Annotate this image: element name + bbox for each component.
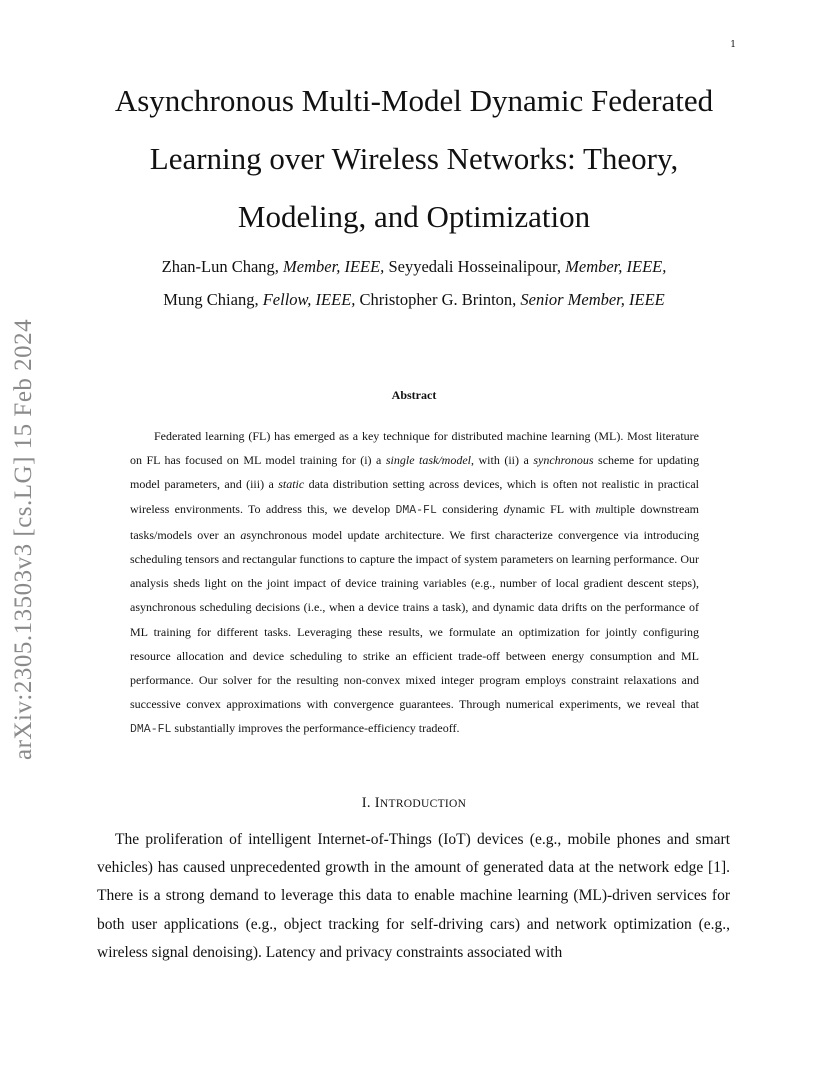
author-name: Zhan-Lun Chang, [161,257,279,276]
abstract-heading: Abstract [391,388,437,402]
author-affiliation: Fellow, IEEE, [262,290,356,309]
method-name-code: DMA-FL [395,503,437,517]
abstract-text-segment: data distribution setting across devices, which is often not realistic in practical wireless environments. To address this, we develop [130,477,699,516]
abstract-text-segment: Federated learning (FL) has emerged as a key technique for distributed machine learning (ML). Most literature on FL has focused on ML model training for (i) a [130,429,699,468]
abstract-emphasis: synchronous [533,453,594,468]
abstract-text-segment: scheme for updating model parameters, and (iii) a [130,453,700,492]
abstract-emphasis: m [595,501,605,516]
author-name: Christopher G. Brinton, [359,290,517,309]
abstract-text-segment: ynamic FL with [509,501,596,516]
page-number: 1 [730,40,736,50]
section-numeral: I. [361,795,371,811]
abstract-emphasis: single task/model [385,453,472,468]
section-title-initial: I [374,795,380,811]
paper-title: Asynchronous Multi-Model Dynamic Federated Learning over Wireless Networks: Theory, Modeling, and Optimization [114,83,714,234]
section-heading-introduction [88,795,740,812]
abstract-emphasis: d [503,501,510,516]
author-affiliation: Senior Member, IEEE [520,290,665,309]
abstract-text-segment: considering [436,501,504,516]
section-title-rest: NTRODUCTION [379,798,467,810]
abstract-text-segment: ultiple downstream tasks/models over an [130,501,699,542]
abstract-body [130,424,699,743]
author-affiliation: Member, IEEE, [565,257,667,276]
method-name-code: DMA-FL [130,723,172,737]
author-list [95,250,733,316]
abstract-emphasis: a [240,527,247,542]
author-name: Mung Chiang, [163,290,259,309]
author-affiliation: Member, IEEE, [283,257,385,276]
abstract-text-segment: substantially improves the performance-efficiency tradeoff. [171,721,460,736]
author-name: Seyyedali Hosseinalipour, [388,257,561,276]
abstract-emphasis: static [278,477,305,492]
arxiv-identifier-stamp: arXiv:2305.13503v3 [cs.LG] 15 Feb 2024 [10,318,37,760]
abstract-text-segment: synchronous model update architecture. We first characterize convergence via introducing scheduling tensors and rectangular functions to capture the impact of system parameters on learning performance. Our analysis sheds light on the joint impact of device training variables (e.g., number of local gradient descent steps), asynchronous scheduling decisions (i.e., when a device trains a task), and dynamic data drifts on the performance of ML training for different tasks. Leveraging these results, we formulate an optimization for jointly configuring resource allocation and device scheduling to strike an efficient trade-off between energy consumption and ML performance. Our solver for the resulting non-convex mixed integer program employs constraint relaxations and successive convex approximations with convergence guarantees. Through numerical experiments, we reveal that [130,527,699,712]
introduction-paragraph: The proliferation of intelligent Internet-of-Things (IoT) devices (e.g., mobile phones and smart vehicles) has caused unprecedented growth in the amount of generated data at the network edge [1]. There is a strong demand to leverage this data to enable machine learning (ML)-driven services for both user applications (e.g., object tracking for self-driving cars) and network optimization (e.g., wireless signal denoising). Latency and privacy constraints associated with [97,831,730,961]
abstract-text-segment: , with (ii) a [471,453,534,468]
